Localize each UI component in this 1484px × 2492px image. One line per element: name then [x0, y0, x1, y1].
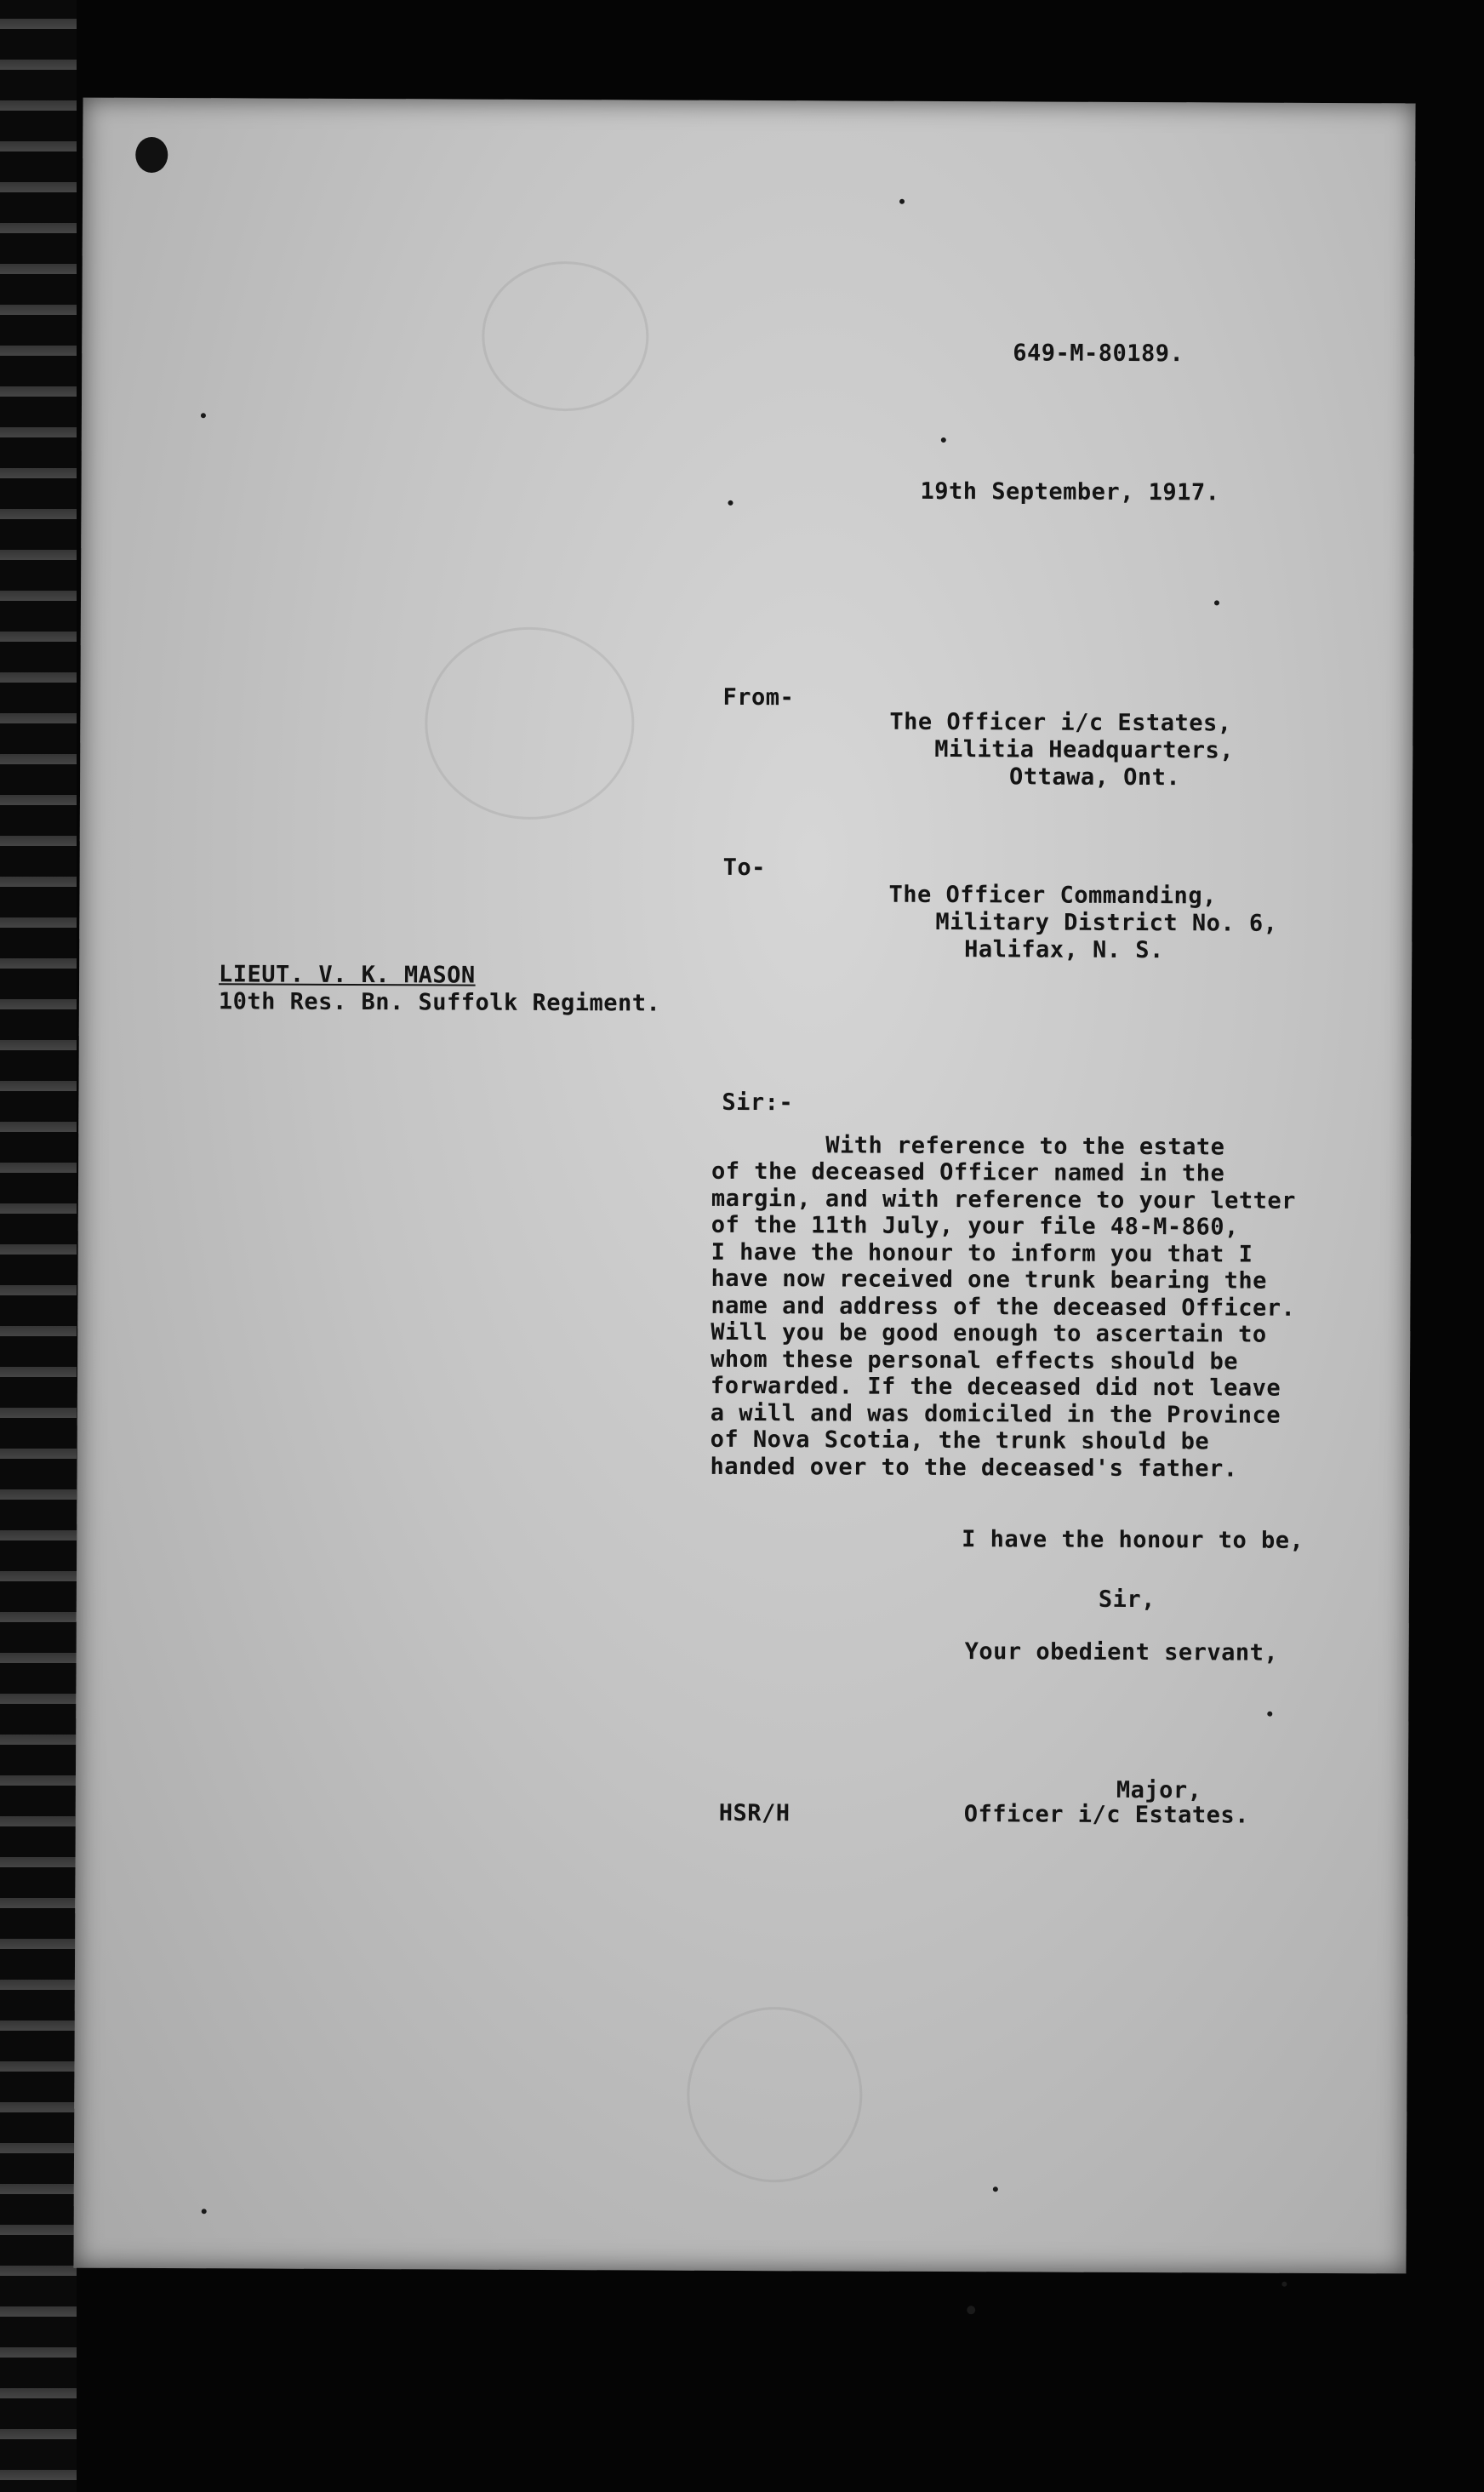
body-line: have now received one trunk bearing the [711, 1265, 1268, 1295]
bleed-through-mark [425, 626, 635, 820]
body-line: whom these personal effects should be [711, 1346, 1239, 1375]
film-strip-edge [0, 0, 77, 2492]
body-line: name and address of the deceased Officer. [711, 1292, 1296, 1322]
dust-speck [967, 2306, 975, 2314]
body-line: forwarded. If the deceased did not leave [710, 1372, 1281, 1402]
bleed-through-mark [687, 2007, 863, 2183]
dust-speck [941, 437, 946, 443]
dust-speck [1281, 2282, 1287, 2287]
typist-initials: HSR/H [718, 1799, 791, 1827]
from-address-line-3: Ottawa, Ont. [1009, 763, 1181, 792]
to-address-line-3: Halifax, N. S. [964, 936, 1164, 964]
file-number: 649-M-80189. [1013, 340, 1184, 368]
bleed-through-mark [482, 261, 649, 412]
closing-line-1: I have the honour to be, [962, 1526, 1304, 1554]
to-label: To- [722, 854, 766, 882]
body-line: Will you be good enough to ascertain to [711, 1318, 1267, 1348]
margin-officer-name: LIEUT. V. K. MASON [219, 961, 476, 989]
punch-hole [135, 137, 168, 173]
dust-speck [993, 2186, 998, 2192]
closing-line-2: Sir, [1098, 1586, 1156, 1614]
from-address-line-2: Militia Headquarters, [934, 735, 1235, 764]
body-line: margin, and with reference to your letter [711, 1185, 1296, 1215]
to-address-line-2: Military District No. 6, [935, 908, 1278, 937]
body-line: handed over to the deceased's father. [710, 1453, 1238, 1483]
body-line: I have the honour to inform you that I [711, 1238, 1253, 1268]
from-address-line-1: The Officer i/c Estates, [889, 708, 1232, 737]
body-line: of the deceased Officer named in the [711, 1157, 1225, 1187]
dust-speck [728, 500, 733, 506]
letter-date: 19th September, 1917. [920, 477, 1220, 506]
dust-speck [202, 2209, 207, 2214]
dust-speck [201, 413, 206, 418]
body-line: With reference to the estate [711, 1131, 1225, 1161]
closing-line-3: Your obedient servant, [964, 1638, 1279, 1666]
margin-officer-unit: 10th Res. Bn. Suffolk Regiment. [218, 988, 661, 1017]
letter-page [73, 98, 1415, 2274]
body-line: a will and was domiciled in the Province [710, 1399, 1281, 1429]
dust-speck [1267, 1712, 1272, 1717]
signature-title: Officer i/c Estates. [963, 1801, 1249, 1829]
body-line: of Nova Scotia, the trunk should be [710, 1426, 1210, 1455]
dust-speck [1214, 600, 1219, 605]
to-address-line-1: The Officer Commanding, [888, 881, 1217, 910]
salutation: Sir:- [722, 1089, 794, 1117]
body-line: of the 11th July, your file 48-M-860, [711, 1211, 1239, 1241]
dust-speck [899, 199, 905, 204]
signature-rank: Major, [1116, 1776, 1202, 1804]
from-label: From- [722, 683, 795, 712]
